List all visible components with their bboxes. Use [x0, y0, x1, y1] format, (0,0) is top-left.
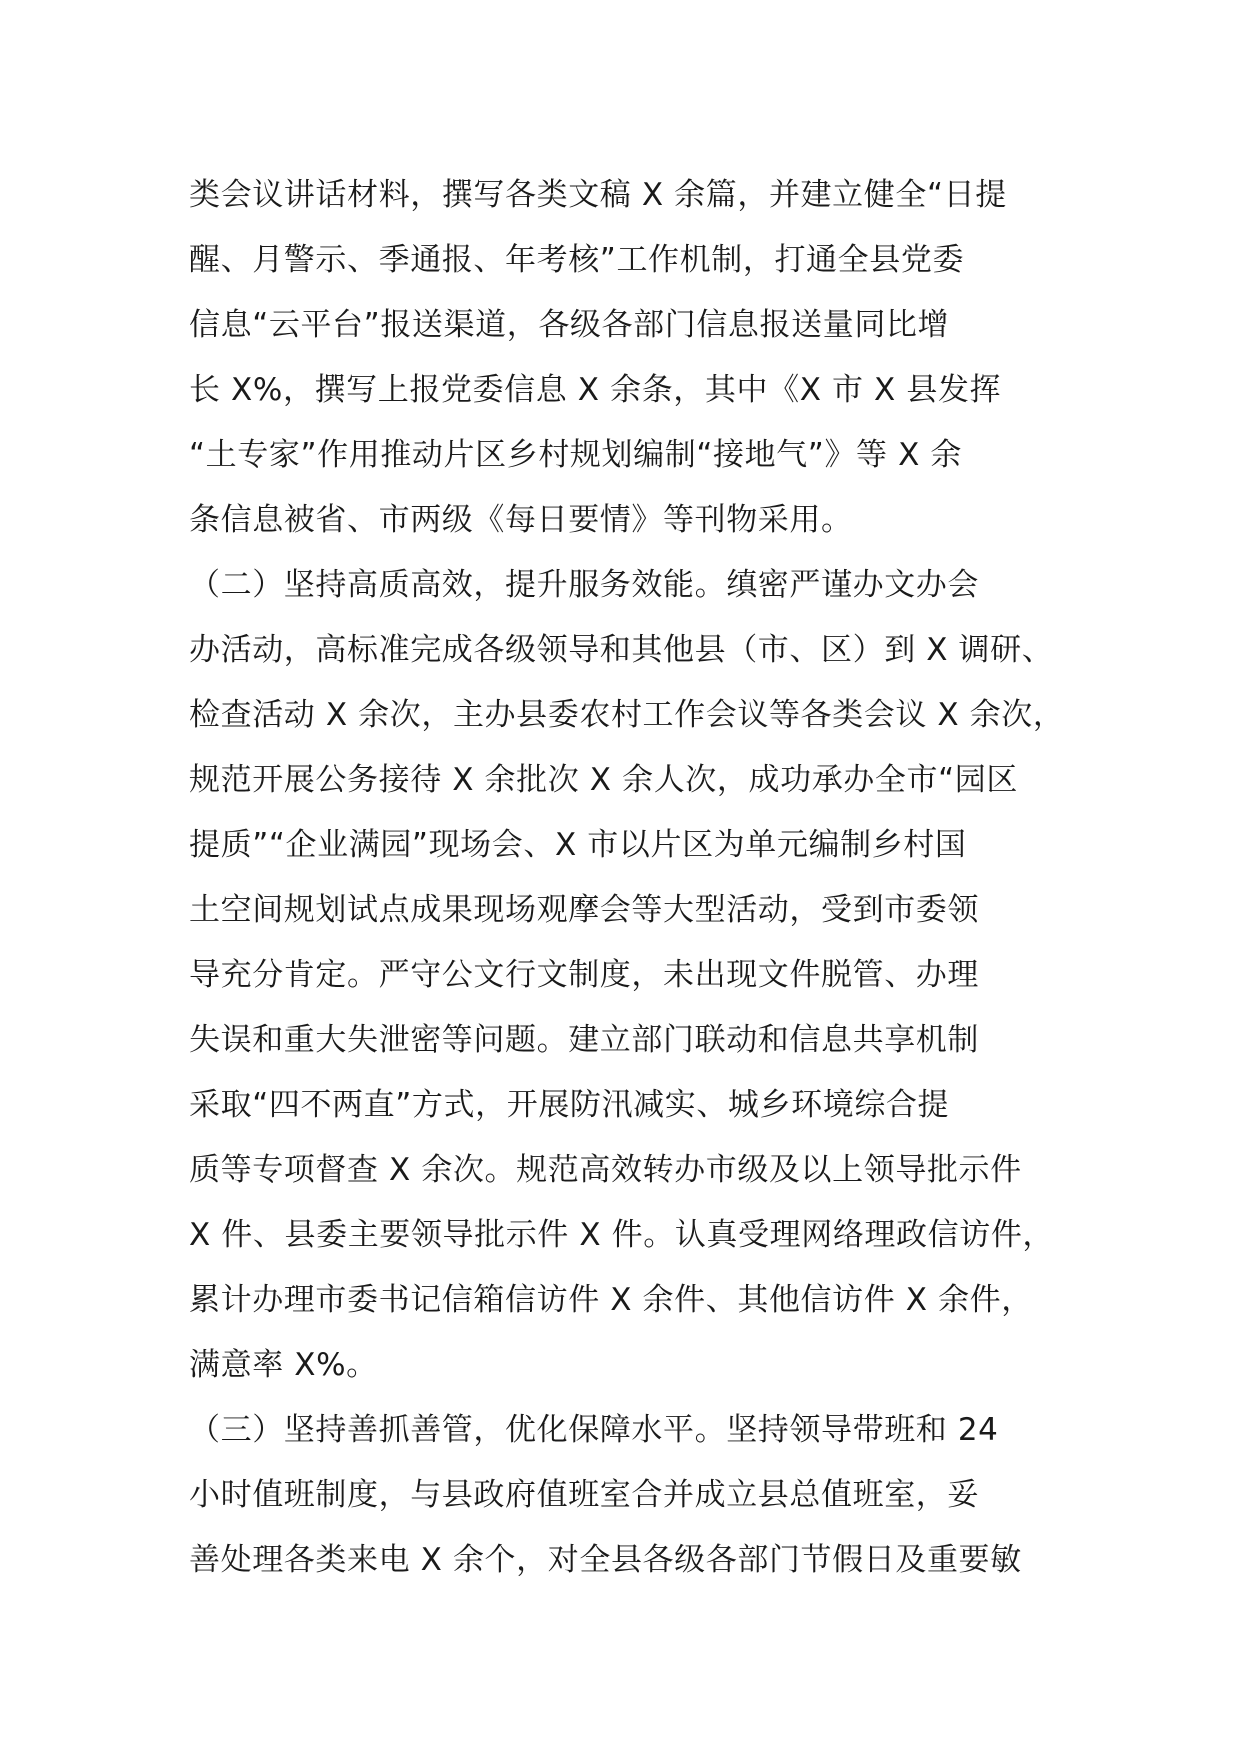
- text-line: 提质”“企业满园”现场会、X 市以片区为单元编制乡村国: [189, 827, 967, 863]
- section-heading-line: （三）坚持善抓善管，优化保障水平。坚持领导带班和 24: [189, 1412, 999, 1448]
- text-line: 土空间规划试点成果现场观摩会等大型活动，受到市委领: [189, 892, 979, 928]
- text-line: 小时值班制度，与县政府值班室合并成立县总值班室，妥: [189, 1477, 979, 1513]
- text-line: 善处理各类来电 X 余个，对全县各级各部门节假日及重要敏: [189, 1542, 1022, 1578]
- text-line: 检查活动 X 余次，主办县委农村工作会议等各类会议 X 余次，: [189, 697, 1065, 733]
- text-line: 信息“云平台”报送渠道，各级各部门信息报送量同比增: [189, 307, 950, 343]
- text-line: 长 X%，撰写上报党委信息 X 余条，其中《X 市 X 县发挥: [189, 372, 1002, 408]
- text-line: 失误和重大失泄密等问题。建立部门联动和信息共享机制: [189, 1022, 979, 1058]
- text-line: 累计办理市委书记信箱信访件 X 余件、其他信访件 X 余件，: [189, 1282, 1033, 1318]
- text-line: 满意率 X%。: [189, 1347, 378, 1383]
- body-text: [189, 163, 1089, 1593]
- text-line: X 件、县委主要领导批示件 X 件。认真受理网络理政信访件，: [189, 1217, 1055, 1253]
- text-line: 醒、月警示、季通报、年考核”工作机制，打通全县党委: [189, 242, 965, 278]
- text-line: 办活动，高标准完成各级领导和其他县（市、区）到 X 调研、: [189, 632, 1054, 668]
- section-heading-line: （二）坚持高质高效，提升服务效能。缜密严谨办文办会: [189, 567, 979, 603]
- text-line: “土专家”作用推动片区乡村规划编制“接地气”》等 X 余: [189, 437, 962, 473]
- text-line: 规范开展公务接待 X 余批次 X 余人次，成功承办全市“园区: [189, 762, 1018, 798]
- text-line: 质等专项督查 X 余次。规范高效转办市级及以上领导批示件: [189, 1152, 1022, 1188]
- text-line: 导充分肯定。严守公文行文制度，未出现文件脱管、办理: [189, 957, 979, 993]
- text-line: 类会议讲话材料，撰写各类文稿 X 余篇，并建立健全“日提: [189, 177, 1007, 213]
- text-line: 采取“四不两直”方式，开展防汛减实、城乡环境综合提: [189, 1087, 950, 1123]
- text-line: 条信息被省、市两级《每日要情》等刊物采用。: [189, 502, 853, 538]
